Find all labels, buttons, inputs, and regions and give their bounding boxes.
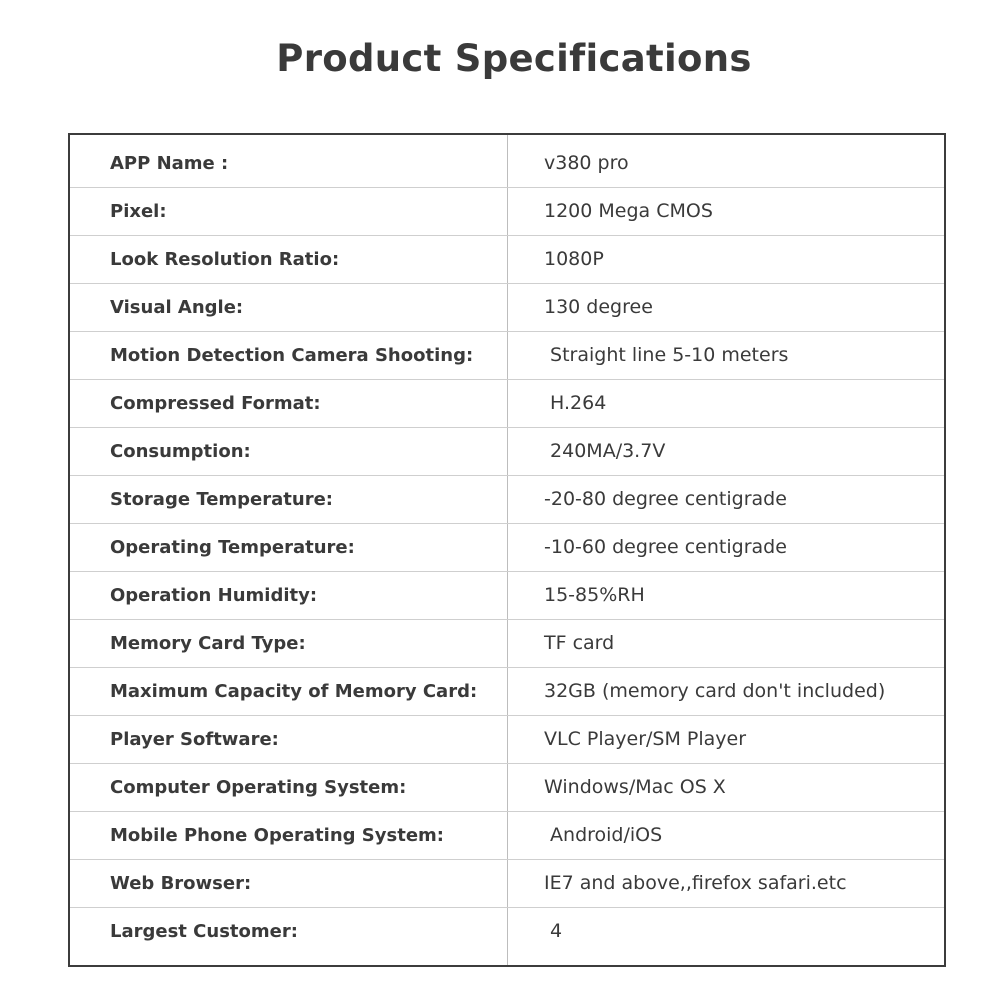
spec-label: Look Resolution Ratio: [110,249,340,270]
spec-label: Compressed Format: [110,393,321,414]
spec-value: -10-60 degree centigrade [544,536,787,558]
spec-label: Visual Angle: [110,297,244,318]
spec-label: Consumption: [110,441,251,462]
table-row [70,908,944,956]
page-title: Product Specifications [276,37,752,80]
spec-value: 32GB (memory card don't included) [544,680,886,702]
spec-label: Maximum Capacity of Memory Card: [110,681,478,702]
spec-label: Computer Operating System: [110,777,407,798]
table-row [70,572,944,620]
table-row [70,812,944,860]
spec-value: TF card [544,632,615,654]
spec-value: v380 pro [544,152,629,174]
table-row [70,860,944,908]
spec-value: Straight line 5-10 meters [544,344,789,366]
spec-value: 4 [544,920,563,942]
table-row [70,236,944,284]
table-row [70,620,944,668]
spec-value: -20-80 degree centigrade [544,488,787,510]
spec-label: Operating Temperature: [110,537,355,558]
spec-label: Operation Humidity: [110,585,318,606]
spec-label: Largest Customer: [110,921,298,942]
spec-value: 1200 Mega CMOS [544,200,713,222]
spec-value: 15-85%RH [544,584,645,606]
spec-value: Windows/Mac OS X [544,776,726,798]
table-row [70,332,944,380]
spec-value: Android/iOS [544,824,663,846]
table-row [70,716,944,764]
spec-value: 240MA/3.7V [544,440,666,462]
table-row [70,524,944,572]
spec-value: 130 degree [544,296,653,318]
spec-value: H.264 [544,392,607,414]
table-row [70,668,944,716]
spec-value: 1080P [544,248,604,270]
spec-label: Web Browser: [110,873,252,894]
table-row [70,380,944,428]
specifications-table [68,133,946,967]
spec-label: APP Name : [110,153,229,174]
table-row [70,428,944,476]
spec-label: Pixel: [110,201,167,222]
table-row [70,188,944,236]
spec-value: VLC Player/SM Player [544,728,747,750]
table-row [70,140,944,188]
table-row [70,476,944,524]
table-row [70,284,944,332]
spec-label: Motion Detection Camera Shooting: [110,345,474,366]
table-row [70,764,944,812]
table-body [70,140,944,956]
spec-value: IE7 and above,,firefox safari.etc [544,872,847,894]
spec-label: Player Software: [110,729,279,750]
spec-label: Memory Card Type: [110,633,306,654]
spec-label: Storage Temperature: [110,489,333,510]
spec-label: Mobile Phone Operating System: [110,825,444,846]
